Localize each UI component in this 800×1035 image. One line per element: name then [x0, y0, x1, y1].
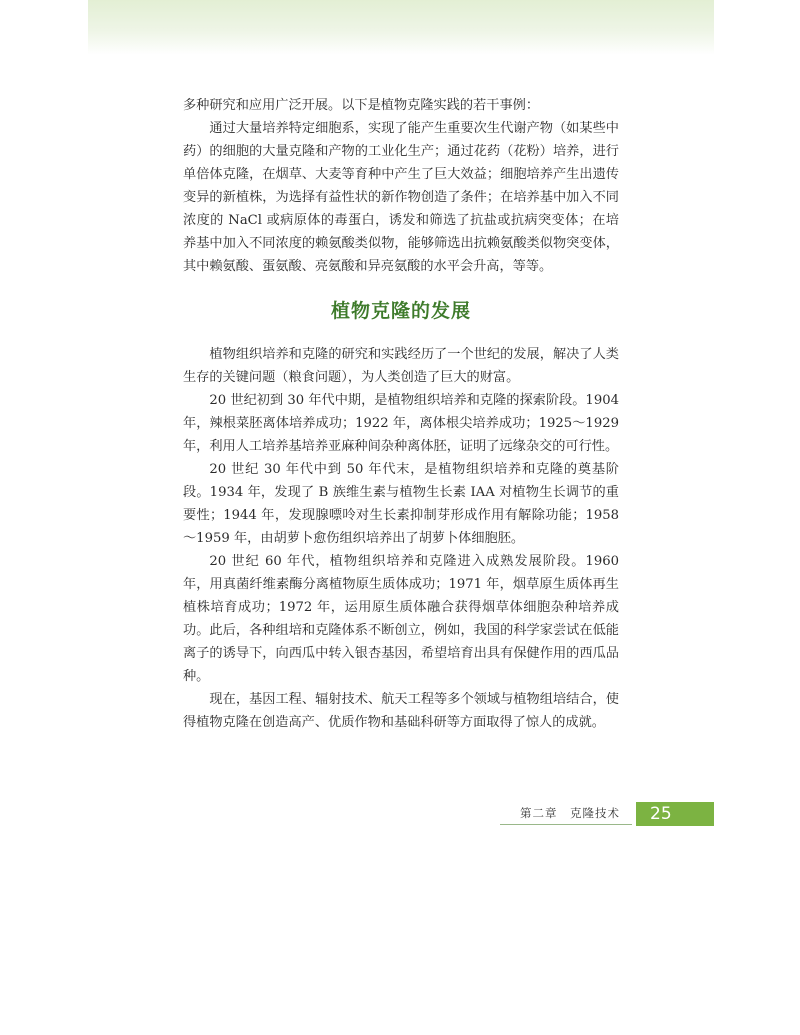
- section-paragraph-maturity-stage: 20 世纪 60 年代，植物组织培养和克隆进入成熟发展阶段。1960 年，用真菌纤维素酶分离植物原生质体成功；1971 年，烟草原生质体再生植株培育成功；1972 年，运用原生质体融合获得烟草体细胞杂种培养成功。此后，各种组培和克隆体系不断创立，例如，我国的科学家尝试在低能离子的诱导下，向西瓜中转入银杏基因，希望培育出具有保健作用的西瓜品种。: [183, 554, 619, 684]
- section-paragraph-present-day: 现在，基因工程、辐射技术、航天工程等多个领域与植物组培结合，使得植物克隆在创造高产、优质作物和基础科研等方面取得了惊人的成就。: [183, 692, 619, 730]
- intro-examples-paragraph: 通过大量培养特定细胞系，实现了能产生重要次生代谢产物（如某些中药）的细胞的大量克隆和产物的工业化生产；通过花药（花粉）培养，进行单倍体克隆，在烟草、大麦等育种中产生了巨大效益；细胞培养产生出遗传变异的新植株，为选择有益性状的新作物创造了条件；在培养基中加入不同浓度的 NaCl 或病原体的毒蛋白，诱发和筛选了抗盐或抗病突变体；在培养基中加入不同浓度的赖氨酸类似物，能够筛选出抗赖氨酸类似物突变体，其中赖氨酸、蛋氨酸、亮氨酸和异亮氨酸的水平会升高，等等。: [183, 121, 619, 274]
- section-paragraph-foundation-stage: 20 世纪 30 年代中到 50 年代末，是植物组织培养和克隆的奠基阶段。1934 年，发现了 B 族维生素与植物生长素 IAA 对植物生长调节的重要性；1944 年，发现腺嘌呤对生长素抑制芽形成作用有解除功能；1958～1959 年，由胡萝卜愈伤组织培养出了胡萝卜体细胞胚。: [183, 462, 619, 546]
- chapter-label: 第二章 克隆技术: [520, 806, 620, 820]
- footer-divider: [500, 824, 632, 825]
- intro-lead-text: 多种研究和应用广泛开展。以下是植物克隆实践的若干事例：: [183, 98, 540, 113]
- page-content: [183, 94, 619, 734]
- section-paragraph-overview: 植物组织培养和克隆的研究和实践经历了一个世纪的发展，解决了人类生存的关键问题（粮食问题），为人类创造了巨大的财富。: [183, 347, 619, 385]
- section-title: 植物克隆的发展: [330, 300, 471, 322]
- page-footer: [500, 802, 714, 826]
- section-paragraph-exploration-stage: 20 世纪初到 30 年代中期，是植物组织培养和克隆的探索阶段。1904 年，辣根菜胚离体培养成功；1922 年，离体根尖培养成功；1925～1929 年，利用人工培养基培养亚麻种间杂种离体胚，证明了远缘杂交的可行性。: [183, 393, 619, 454]
- header-band: [88, 0, 714, 55]
- page-number: 25: [650, 804, 672, 824]
- page-number-badge: [636, 802, 714, 826]
